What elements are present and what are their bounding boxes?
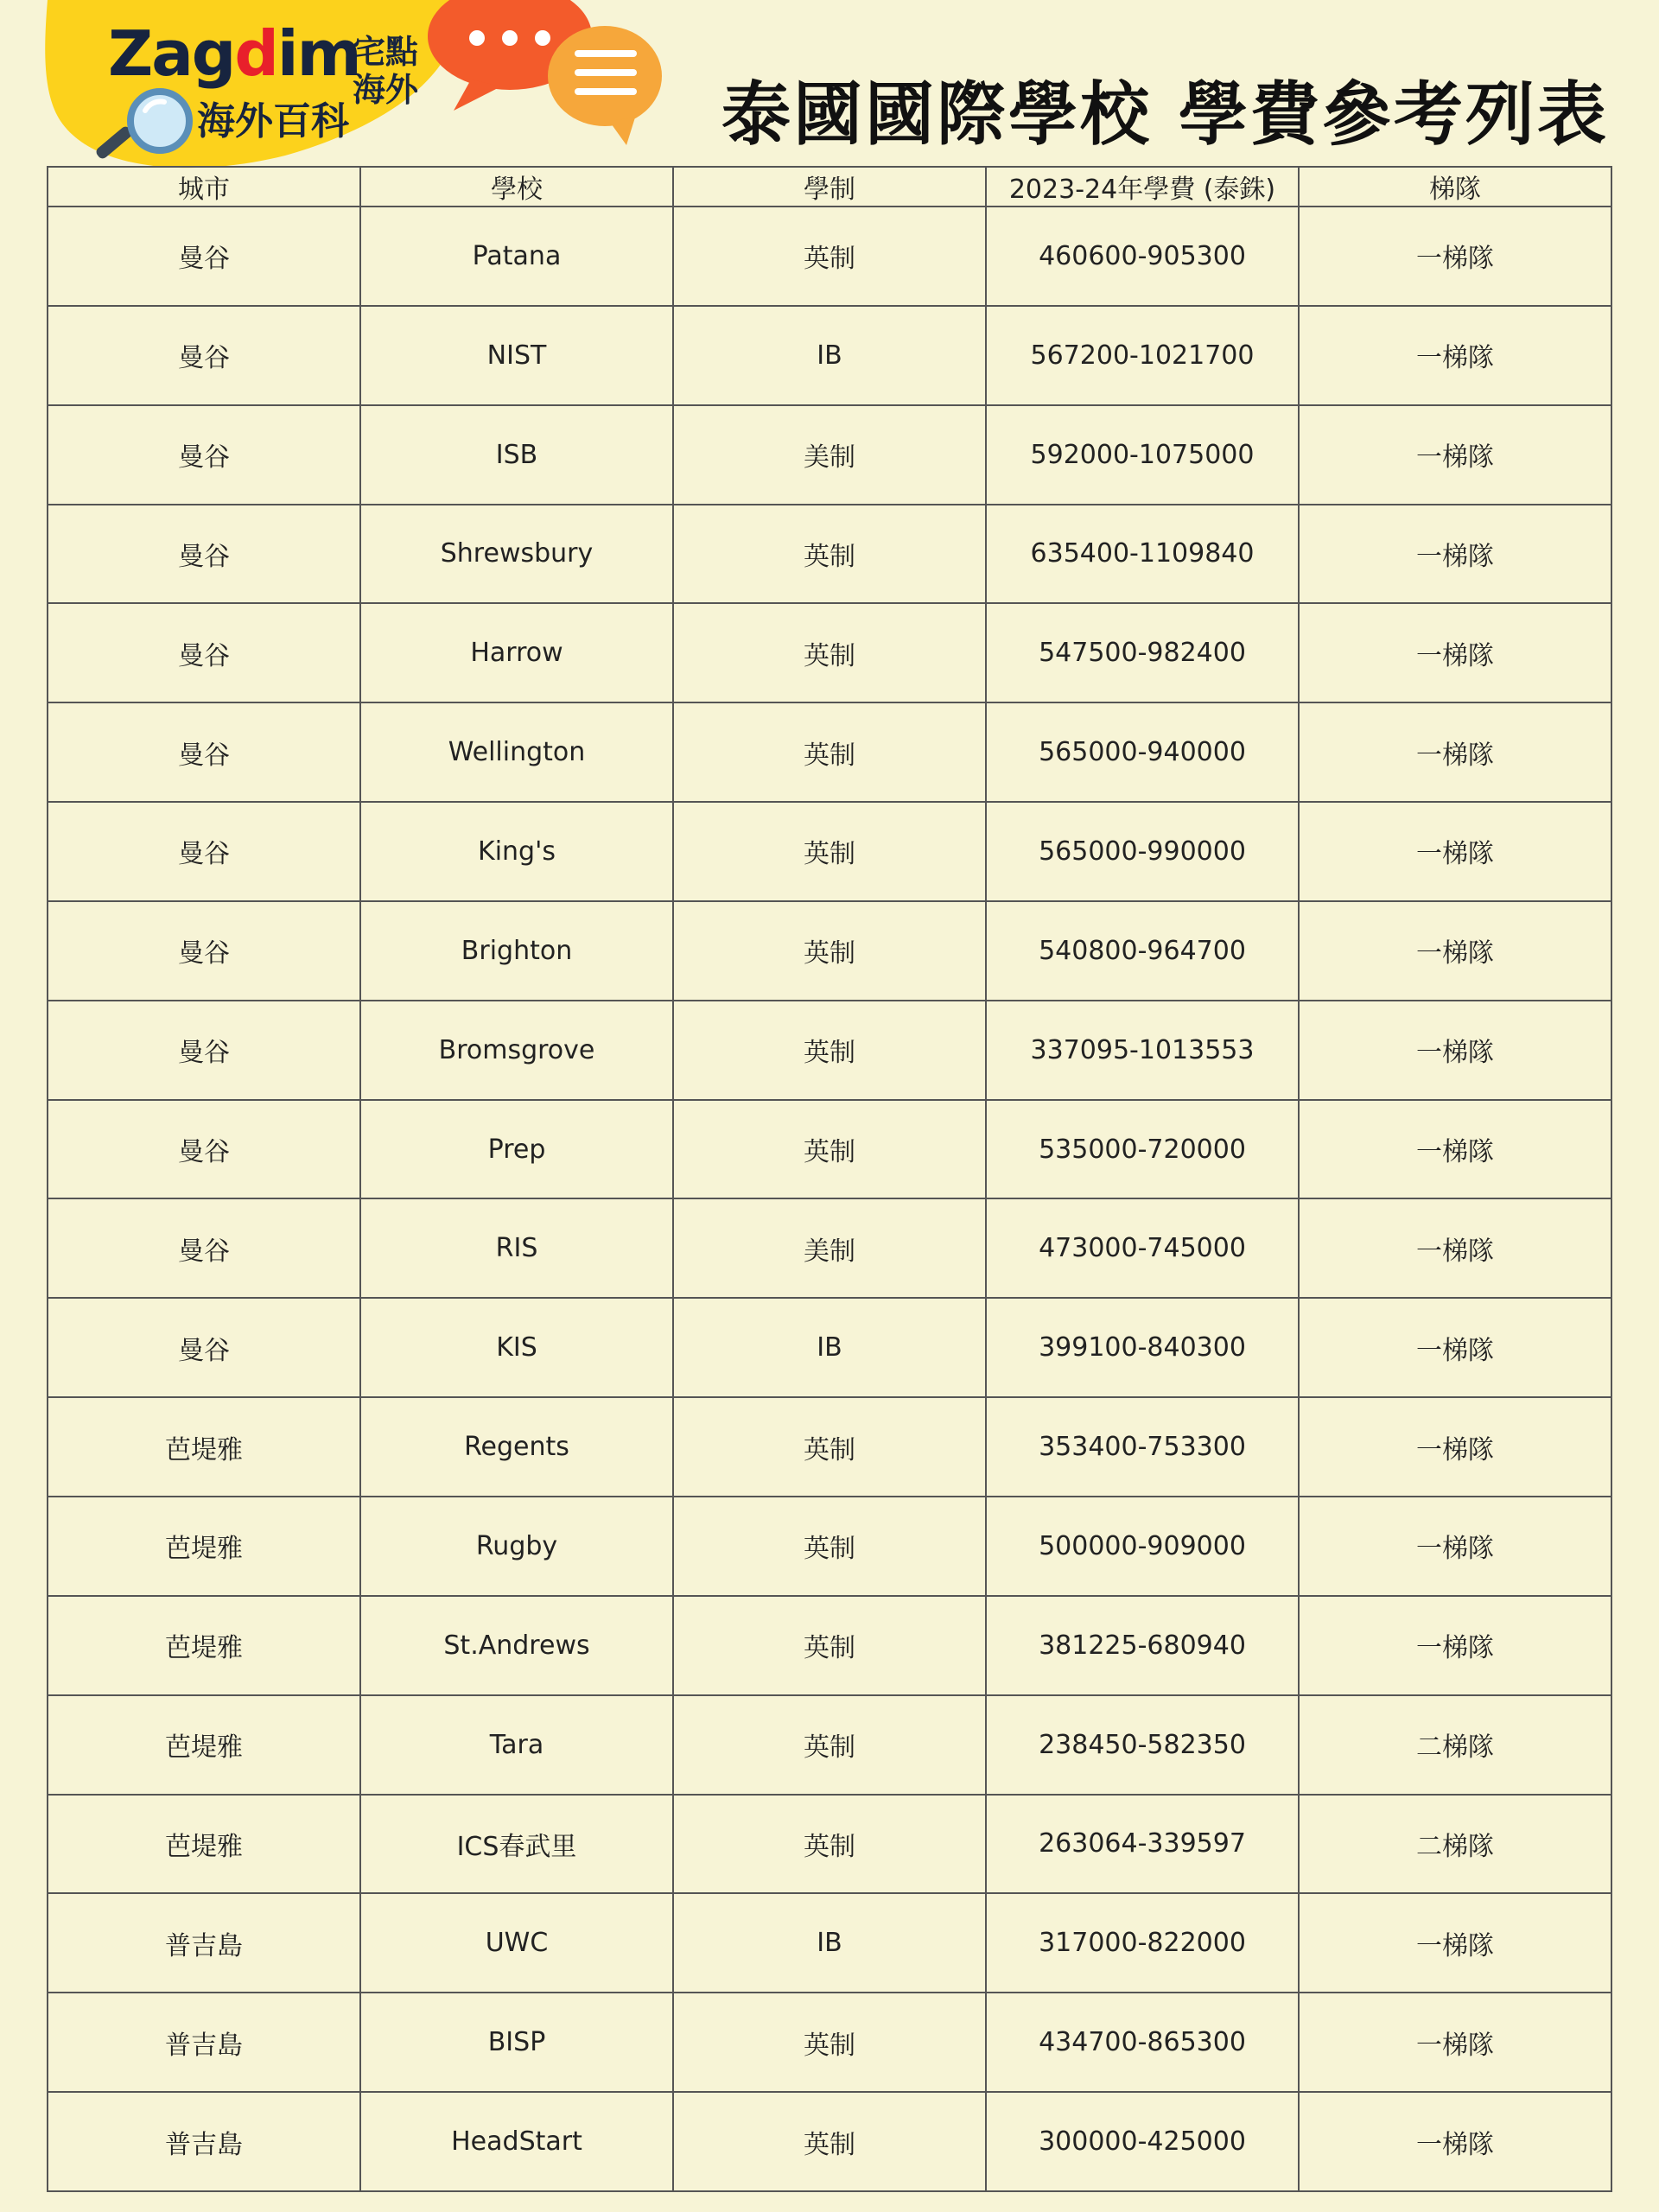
cell-col-tuition: 592000-1075000 (986, 405, 1299, 505)
cell-col-tuition: 540800-964700 (986, 901, 1299, 1001)
cell-col-school: Harrow (360, 603, 673, 702)
cell-col-school: HeadStart (360, 2092, 673, 2191)
table-row (48, 207, 1611, 306)
cell-col-city: 芭堤雅 (48, 1497, 360, 1596)
cell-col-tier: 一梯隊 (1299, 1298, 1611, 1397)
cell-col-city: 普吉島 (48, 2092, 360, 2191)
cell-col-tuition: 460600-905300 (986, 207, 1299, 306)
cell-col-tier: 一梯隊 (1299, 1397, 1611, 1497)
table-row (48, 702, 1611, 802)
cell-col-tier: 一梯隊 (1299, 1497, 1611, 1596)
cell-col-tuition: 635400-1109840 (986, 505, 1299, 604)
cell-col-city: 曼谷 (48, 603, 360, 702)
cell-col-tuition: 567200-1021700 (986, 306, 1299, 405)
cell-col-school: Shrewsbury (360, 505, 673, 604)
cell-col-tier: 二梯隊 (1299, 1795, 1611, 1894)
cell-col-tier: 一梯隊 (1299, 901, 1611, 1001)
cell-col-system: 英制 (673, 1100, 986, 1199)
cell-col-tuition: 565000-940000 (986, 702, 1299, 802)
brand-subtitle: 海外百科 (197, 99, 349, 143)
cell-col-system: 英制 (673, 1596, 986, 1695)
cell-col-system: 英制 (673, 1993, 986, 2092)
cell-col-city: 芭堤雅 (48, 1596, 360, 1695)
tuition-table (47, 166, 1612, 2192)
cell-col-city: 曼谷 (48, 802, 360, 901)
table-row (48, 1596, 1611, 1695)
cell-col-school: KIS (360, 1298, 673, 1397)
table-row (48, 1001, 1611, 1100)
cell-col-tuition: 317000-822000 (986, 1893, 1299, 1993)
cell-col-school: Brighton (360, 901, 673, 1001)
cell-col-system: 美制 (673, 405, 986, 505)
cell-col-school: Regents (360, 1397, 673, 1497)
cell-col-city: 曼谷 (48, 505, 360, 604)
table-row (48, 1198, 1611, 1298)
cell-col-city: 曼谷 (48, 1198, 360, 1298)
cell-col-tier: 一梯隊 (1299, 405, 1611, 505)
cell-col-tuition: 535000-720000 (986, 1100, 1299, 1199)
cell-col-city: 芭堤雅 (48, 1795, 360, 1894)
cell-col-school: Prep (360, 1100, 673, 1199)
table-row (48, 1695, 1611, 1795)
table-row (48, 1893, 1611, 1993)
table-row (48, 1298, 1611, 1397)
message-lines-icon (548, 26, 662, 145)
cell-col-system: 英制 (673, 2092, 986, 2191)
brand-tagline: 宅點 海外 (353, 33, 419, 109)
cell-col-tuition: 353400-753300 (986, 1397, 1299, 1497)
cell-col-tuition: 300000-425000 (986, 2092, 1299, 2191)
cell-col-tuition: 337095-1013553 (986, 1001, 1299, 1100)
cell-col-system: 英制 (673, 1001, 986, 1100)
table-row (48, 802, 1611, 901)
table-row (48, 1100, 1611, 1199)
cell-col-tuition: 399100-840300 (986, 1298, 1299, 1397)
cell-col-system: 英制 (673, 207, 986, 306)
cell-col-tuition: 565000-990000 (986, 802, 1299, 901)
cell-col-city: 曼谷 (48, 901, 360, 1001)
cell-col-system: 英制 (673, 1695, 986, 1795)
cell-col-school: RIS (360, 1198, 673, 1298)
cell-col-tier: 一梯隊 (1299, 207, 1611, 306)
cell-col-city: 普吉島 (48, 1993, 360, 2092)
cell-col-tuition: 263064-339597 (986, 1795, 1299, 1894)
cell-col-city: 普吉島 (48, 1893, 360, 1993)
cell-col-system: IB (673, 1298, 986, 1397)
table-row (48, 405, 1611, 505)
header-col-city: 城市 (48, 167, 360, 207)
table-row (48, 306, 1611, 405)
cell-col-tier: 一梯隊 (1299, 1198, 1611, 1298)
cell-col-school: Bromsgrove (360, 1001, 673, 1100)
cell-col-system: IB (673, 1893, 986, 1993)
cell-col-school: NIST (360, 306, 673, 405)
brand-name: Zagdim (108, 17, 360, 90)
cell-col-tuition: 381225-680940 (986, 1596, 1299, 1695)
cell-col-school: King's (360, 802, 673, 901)
table-row (48, 1795, 1611, 1894)
page-title: 泰國國際學校 學費參考列表 (721, 74, 1609, 155)
cell-col-school: UWC (360, 1893, 673, 1993)
cell-col-tier: 一梯隊 (1299, 1596, 1611, 1695)
cell-col-city: 曼谷 (48, 1001, 360, 1100)
header-col-tier: 梯隊 (1299, 167, 1611, 207)
cell-col-tier: 一梯隊 (1299, 2092, 1611, 2191)
cell-col-school: Rugby (360, 1497, 673, 1596)
cell-col-tier: 一梯隊 (1299, 1001, 1611, 1100)
table-row (48, 901, 1611, 1001)
cell-col-city: 曼谷 (48, 702, 360, 802)
cell-col-system: 英制 (673, 1795, 986, 1894)
cell-col-system: 英制 (673, 901, 986, 1001)
cell-col-system: 美制 (673, 1198, 986, 1298)
table-header-row (48, 167, 1611, 207)
cell-col-tuition: 434700-865300 (986, 1993, 1299, 2092)
header-col-school: 學校 (360, 167, 673, 207)
cell-col-system: 英制 (673, 702, 986, 802)
cell-col-system: 英制 (673, 1497, 986, 1596)
cell-col-tier: 一梯隊 (1299, 603, 1611, 702)
cell-col-city: 芭堤雅 (48, 1397, 360, 1497)
cell-col-system: IB (673, 306, 986, 405)
cell-col-school: St.Andrews (360, 1596, 673, 1695)
table-row (48, 1397, 1611, 1497)
cell-col-school: Patana (360, 207, 673, 306)
cell-col-tier: 一梯隊 (1299, 1993, 1611, 2092)
cell-col-city: 芭堤雅 (48, 1695, 360, 1795)
table-row (48, 603, 1611, 702)
cell-col-tuition: 238450-582350 (986, 1695, 1299, 1795)
cell-col-city: 曼谷 (48, 1298, 360, 1397)
cell-col-system: 英制 (673, 1397, 986, 1497)
brand-logo (0, 0, 691, 173)
cell-col-tuition: 473000-745000 (986, 1198, 1299, 1298)
cell-col-city: 曼谷 (48, 405, 360, 505)
table-row (48, 505, 1611, 604)
cell-col-tier: 一梯隊 (1299, 306, 1611, 405)
cell-col-city: 曼谷 (48, 207, 360, 306)
cell-col-system: 英制 (673, 603, 986, 702)
cell-col-tier: 一梯隊 (1299, 802, 1611, 901)
cell-col-system: 英制 (673, 505, 986, 604)
cell-col-school: BISP (360, 1993, 673, 2092)
cell-col-tier: 二梯隊 (1299, 1695, 1611, 1795)
cell-col-tier: 一梯隊 (1299, 702, 1611, 802)
cell-col-school: ICS春武里 (360, 1795, 673, 1894)
table-row (48, 1993, 1611, 2092)
cell-col-tier: 一梯隊 (1299, 1100, 1611, 1199)
cell-col-tier: 一梯隊 (1299, 1893, 1611, 1993)
cell-col-city: 曼谷 (48, 1100, 360, 1199)
cell-col-tuition: 500000-909000 (986, 1497, 1299, 1596)
cell-col-school: Wellington (360, 702, 673, 802)
table-body (48, 207, 1611, 2191)
table-row (48, 2092, 1611, 2191)
header-col-system: 學制 (673, 167, 986, 207)
header-col-tuition: 2023-24年學費 (泰銖) (986, 167, 1299, 207)
cell-col-tier: 一梯隊 (1299, 505, 1611, 604)
cell-col-school: Tara (360, 1695, 673, 1795)
cell-col-city: 曼谷 (48, 306, 360, 405)
cell-col-school: ISB (360, 405, 673, 505)
cell-col-system: 英制 (673, 802, 986, 901)
table-row (48, 1497, 1611, 1596)
cell-col-tuition: 547500-982400 (986, 603, 1299, 702)
